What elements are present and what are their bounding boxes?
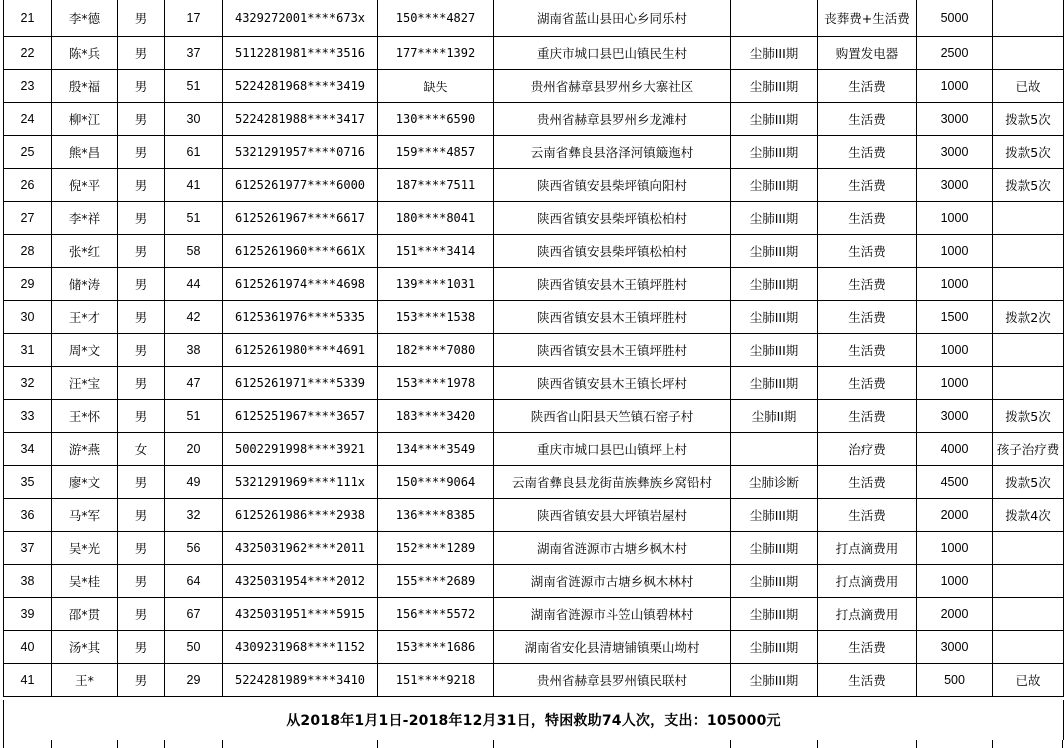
fund-purpose-cell: 丧葬费+生活费 [818,0,917,37]
amount-cell: 1000 [917,70,993,103]
id-number-cell: 6125361976****5335 [223,301,378,334]
remark-cell: 拨款5次 [993,400,1064,433]
summary-line: 从2018年1月1日-2018年12月31日，特困救助74人次，支出：105000元 [3,700,1064,740]
remark-cell [993,37,1064,70]
diagnosis-cell: 尘肺III期 [731,664,818,697]
remark-cell [993,235,1064,268]
phone-number-cell: 183****3420 [378,400,494,433]
diagnosis-cell: 尘肺III期 [731,70,818,103]
fund-purpose-cell: 生活费 [818,70,917,103]
diagnosis-cell: 尘肺III期 [731,598,818,631]
row-number-cell: 21 [4,0,52,37]
gender-cell: 男 [118,301,165,334]
gender-cell: 男 [118,565,165,598]
age-cell: 67 [165,598,223,631]
table-row [4,334,1064,367]
amount-cell: 3000 [917,400,993,433]
age-cell: 29 [165,664,223,697]
address-cell: 重庆市城口县巴山镇民生村 [494,37,731,70]
age-cell: 42 [165,301,223,334]
fund-purpose-cell: 生活费 [818,103,917,136]
table-row [4,103,1064,136]
phone-number-cell: 156****5572 [378,598,494,631]
remark-cell: 拨款2次 [993,301,1064,334]
address-cell: 陕西省镇安县柴坪镇松柏村 [494,202,731,235]
gender-cell: 男 [118,202,165,235]
diagnosis-cell: 尘肺III期 [731,631,818,664]
person-name-cell: 殷*福 [52,70,118,103]
phone-number-cell: 130****6590 [378,103,494,136]
table-row [4,532,1064,565]
address-cell: 陕西省镇安县木王镇长坪村 [494,367,731,400]
gender-cell: 男 [118,400,165,433]
amount-cell: 4500 [917,466,993,499]
table-row [4,466,1064,499]
diagnosis-cell: 尘肺III期 [731,532,818,565]
fund-purpose-cell: 生活费 [818,664,917,697]
address-cell: 云南省彝良县龙街苗族彝族乡窝铅村 [494,466,731,499]
remark-cell: 拨款5次 [993,169,1064,202]
age-cell: 17 [165,0,223,37]
gender-cell: 男 [118,37,165,70]
row-number-cell: 25 [4,136,52,169]
id-number-cell: 6125261986****2938 [223,499,378,532]
person-name-cell: 张*红 [52,235,118,268]
fund-purpose-cell: 治疗费 [818,433,917,466]
person-name-cell: 储*涛 [52,268,118,301]
person-name-cell: 吴*光 [52,532,118,565]
age-cell: 20 [165,433,223,466]
row-number-cell: 29 [4,268,52,301]
table-row [4,268,1064,301]
amount-cell: 1000 [917,268,993,301]
person-name-cell: 邵*贯 [52,598,118,631]
remark-cell: 拨款5次 [993,103,1064,136]
table-row [4,565,1064,598]
gender-cell: 男 [118,532,165,565]
row-number-cell: 33 [4,400,52,433]
fund-purpose-cell: 生活费 [818,466,917,499]
address-cell: 陕西省镇安县大坪镇岩屋村 [494,499,731,532]
diagnosis-cell: 尘肺III期 [731,136,818,169]
phone-number-cell: 151****9218 [378,664,494,697]
id-number-cell: 6125261974****4698 [223,268,378,301]
gender-cell: 男 [118,268,165,301]
address-cell: 贵州省赫章县罗州镇民联村 [494,664,731,697]
address-cell: 陕西省镇安县柴坪镇向阳村 [494,169,731,202]
fund-purpose-cell: 生活费 [818,202,917,235]
person-name-cell: 王*怀 [52,400,118,433]
fund-purpose-cell: 生活费 [818,499,917,532]
fund-purpose-cell: 生活费 [818,400,917,433]
remark-cell [993,532,1064,565]
fund-purpose-cell: 生活费 [818,631,917,664]
address-cell: 湖南省涟源市古塘乡枫木林村 [494,565,731,598]
person-name-cell: 熊*昌 [52,136,118,169]
age-cell: 64 [165,565,223,598]
table-row [4,37,1064,70]
id-number-cell: 6125261980****4691 [223,334,378,367]
age-cell: 50 [165,631,223,664]
table-row [4,433,1064,466]
diagnosis-cell: 尘肺III期 [731,565,818,598]
id-number-cell: 5224281989****3410 [223,664,378,697]
row-number-cell: 30 [4,301,52,334]
phone-number-cell: 187****7511 [378,169,494,202]
id-number-cell: 6125261967****6617 [223,202,378,235]
amount-cell: 1000 [917,202,993,235]
age-cell: 37 [165,37,223,70]
table-row [4,301,1064,334]
gender-cell: 男 [118,136,165,169]
remark-cell: 拨款4次 [993,499,1064,532]
amount-cell: 1000 [917,334,993,367]
gender-cell: 男 [118,334,165,367]
age-cell: 38 [165,334,223,367]
phone-number-cell: 150****9064 [378,466,494,499]
amount-cell: 5000 [917,0,993,37]
row-number-cell: 40 [4,631,52,664]
table-row [4,400,1064,433]
phone-number-cell: 缺失 [378,70,494,103]
age-cell: 32 [165,499,223,532]
diagnosis-cell [731,433,818,466]
person-name-cell: 汪*宝 [52,367,118,400]
row-number-cell: 41 [4,664,52,697]
row-number-cell: 28 [4,235,52,268]
id-number-cell: 4325031951****5915 [223,598,378,631]
gender-cell: 男 [118,103,165,136]
gender-cell: 男 [118,466,165,499]
amount-cell: 500 [917,664,993,697]
age-cell: 41 [165,169,223,202]
age-cell: 51 [165,70,223,103]
age-cell: 61 [165,136,223,169]
id-number-cell: 4329272001****673x [223,0,378,37]
id-number-cell: 6125261960****661X [223,235,378,268]
fund-purpose-cell: 生活费 [818,136,917,169]
phone-number-cell: 180****8041 [378,202,494,235]
row-number-cell: 34 [4,433,52,466]
amount-cell: 1000 [917,235,993,268]
row-number-cell: 31 [4,334,52,367]
diagnosis-cell: 尘肺III期 [731,103,818,136]
id-number-cell: 6125251967****3657 [223,400,378,433]
phone-number-cell: 177****1392 [378,37,494,70]
diagnosis-cell: 尘肺III期 [731,301,818,334]
fund-purpose-cell: 购置发电器 [818,37,917,70]
remark-cell: 已故 [993,664,1064,697]
person-name-cell: 马*军 [52,499,118,532]
table-row [4,499,1064,532]
diagnosis-cell: 尘肺III期 [731,235,818,268]
fund-purpose-cell: 生活费 [818,367,917,400]
person-name-cell: 游*燕 [52,433,118,466]
gender-cell: 男 [118,169,165,202]
diagnosis-cell: 尘肺III期 [731,499,818,532]
remark-cell: 拨款5次 [993,466,1064,499]
fund-purpose-cell: 打点滴费用 [818,532,917,565]
fund-purpose-cell: 打点滴费用 [818,598,917,631]
person-name-cell: 汤*其 [52,631,118,664]
row-number-cell: 39 [4,598,52,631]
phone-number-cell: 152****1289 [378,532,494,565]
remark-cell [993,598,1064,631]
address-cell: 湖南省安化县清塘铺镇栗山坳村 [494,631,731,664]
remark-cell: 已故 [993,70,1064,103]
remark-cell [993,268,1064,301]
row-number-cell: 27 [4,202,52,235]
phone-number-cell: 134****3549 [378,433,494,466]
row-number-cell: 23 [4,70,52,103]
age-cell: 51 [165,202,223,235]
age-cell: 56 [165,532,223,565]
fund-purpose-cell: 打点滴费用 [818,565,917,598]
table-row [4,631,1064,664]
fund-purpose-cell: 生活费 [818,268,917,301]
fund-purpose-cell: 生活费 [818,334,917,367]
id-number-cell: 4325031962****2011 [223,532,378,565]
diagnosis-cell: 尘肺III期 [731,169,818,202]
phone-number-cell: 136****8385 [378,499,494,532]
id-number-cell: 5112281981****3516 [223,37,378,70]
address-cell: 重庆市城口县巴山镇坪上村 [494,433,731,466]
address-cell: 陕西省镇安县木王镇坪胜村 [494,268,731,301]
fund-purpose-cell: 生活费 [818,301,917,334]
person-name-cell: 王*才 [52,301,118,334]
row-number-cell: 26 [4,169,52,202]
id-number-cell: 6125261977****6000 [223,169,378,202]
row-number-cell: 24 [4,103,52,136]
person-name-cell: 柳*江 [52,103,118,136]
remark-cell [993,0,1064,37]
table-row [4,202,1064,235]
remark-cell [993,202,1064,235]
table-row [4,664,1064,697]
id-number-cell: 5224281968****3419 [223,70,378,103]
age-cell: 49 [165,466,223,499]
gender-cell: 男 [118,499,165,532]
id-number-cell: 5321291969****111x [223,466,378,499]
diagnosis-cell [731,0,818,37]
row-number-cell: 22 [4,37,52,70]
id-number-cell: 6125261971****5339 [223,367,378,400]
phone-number-cell: 153****1538 [378,301,494,334]
id-number-cell: 5321291957****0716 [223,136,378,169]
person-name-cell: 吴*桂 [52,565,118,598]
remark-cell [993,334,1064,367]
address-cell: 陕西省镇安县木王镇坪胜村 [494,334,731,367]
phone-number-cell: 159****4857 [378,136,494,169]
table-row [4,70,1064,103]
phone-number-cell: 153****1686 [378,631,494,664]
gender-cell: 男 [118,598,165,631]
amount-cell: 1000 [917,565,993,598]
amount-cell: 3000 [917,631,993,664]
fund-purpose-cell: 生活费 [818,235,917,268]
gender-cell: 男 [118,367,165,400]
phone-number-cell: 153****1978 [378,367,494,400]
amount-cell: 3000 [917,169,993,202]
amount-cell: 3000 [917,103,993,136]
person-name-cell: 陈*兵 [52,37,118,70]
gender-cell: 女 [118,433,165,466]
amount-cell: 2000 [917,598,993,631]
table-row [4,136,1064,169]
remark-cell: 拨款5次 [993,136,1064,169]
address-cell: 陕西省镇安县柴坪镇松柏村 [494,235,731,268]
age-cell: 47 [165,367,223,400]
row-number-cell: 36 [4,499,52,532]
remark-cell [993,631,1064,664]
amount-cell: 3000 [917,136,993,169]
amount-cell: 1500 [917,301,993,334]
phone-number-cell: 139****1031 [378,268,494,301]
age-cell: 51 [165,400,223,433]
table-row [4,367,1064,400]
diagnosis-cell: 尘肺III期 [731,367,818,400]
diagnosis-cell: 尘肺II期 [731,400,818,433]
phone-number-cell: 150****4827 [378,0,494,37]
amount-cell: 2000 [917,499,993,532]
person-name-cell: 倪*平 [52,169,118,202]
person-name-cell: 王* [52,664,118,697]
diagnosis-cell: 尘肺III期 [731,268,818,301]
remark-cell: 孩子治疗费 [993,433,1064,466]
remark-cell [993,565,1064,598]
id-number-cell: 5002291998****3921 [223,433,378,466]
person-name-cell: 廖*文 [52,466,118,499]
person-name-cell: 周*文 [52,334,118,367]
table-row [4,169,1064,202]
address-cell: 贵州省赫章县罗州乡龙滩村 [494,103,731,136]
row-number-cell: 38 [4,565,52,598]
age-cell: 58 [165,235,223,268]
id-number-cell: 4309231968****1152 [223,631,378,664]
phone-number-cell: 155****2689 [378,565,494,598]
age-cell: 30 [165,103,223,136]
person-name-cell: 李*德 [52,0,118,37]
id-number-cell: 5224281988****3417 [223,103,378,136]
address-cell: 云南省彝良县洛泽河镇簸迤村 [494,136,731,169]
phone-number-cell: 151****3414 [378,235,494,268]
address-cell: 贵州省赫章县罗州乡大寨社区 [494,70,731,103]
row-number-cell: 32 [4,367,52,400]
age-cell: 44 [165,268,223,301]
amount-cell: 2500 [917,37,993,70]
remark-cell [993,367,1064,400]
address-cell: 陕西省山阳县天竺镇石窑子村 [494,400,731,433]
amount-cell: 1000 [917,367,993,400]
diagnosis-cell: 尘肺III期 [731,334,818,367]
gender-cell: 男 [118,0,165,37]
table-row [4,0,1064,37]
relief-table [3,0,1064,697]
row-number-cell: 35 [4,466,52,499]
diagnosis-cell: 尘肺III期 [731,37,818,70]
table-row [4,598,1064,631]
amount-cell: 1000 [917,532,993,565]
diagnosis-cell: 尘肺诊断 [731,466,818,499]
gender-cell: 男 [118,631,165,664]
address-cell: 湖南省蓝山县田心乡同乐村 [494,0,731,37]
id-number-cell: 4325031954****2012 [223,565,378,598]
phone-number-cell: 182****7080 [378,334,494,367]
gender-cell: 男 [118,70,165,103]
summary-bottom-gridlines [3,740,1063,748]
row-number-cell: 37 [4,532,52,565]
diagnosis-cell: 尘肺III期 [731,202,818,235]
gender-cell: 男 [118,235,165,268]
address-cell: 湖南省涟源市斗笠山镇碧林村 [494,598,731,631]
address-cell: 陕西省镇安县木王镇坪胜村 [494,301,731,334]
table-row [4,235,1064,268]
gender-cell: 男 [118,664,165,697]
person-name-cell: 李*祥 [52,202,118,235]
amount-cell: 4000 [917,433,993,466]
fund-purpose-cell: 生活费 [818,169,917,202]
address-cell: 湖南省涟源市古塘乡枫木村 [494,532,731,565]
